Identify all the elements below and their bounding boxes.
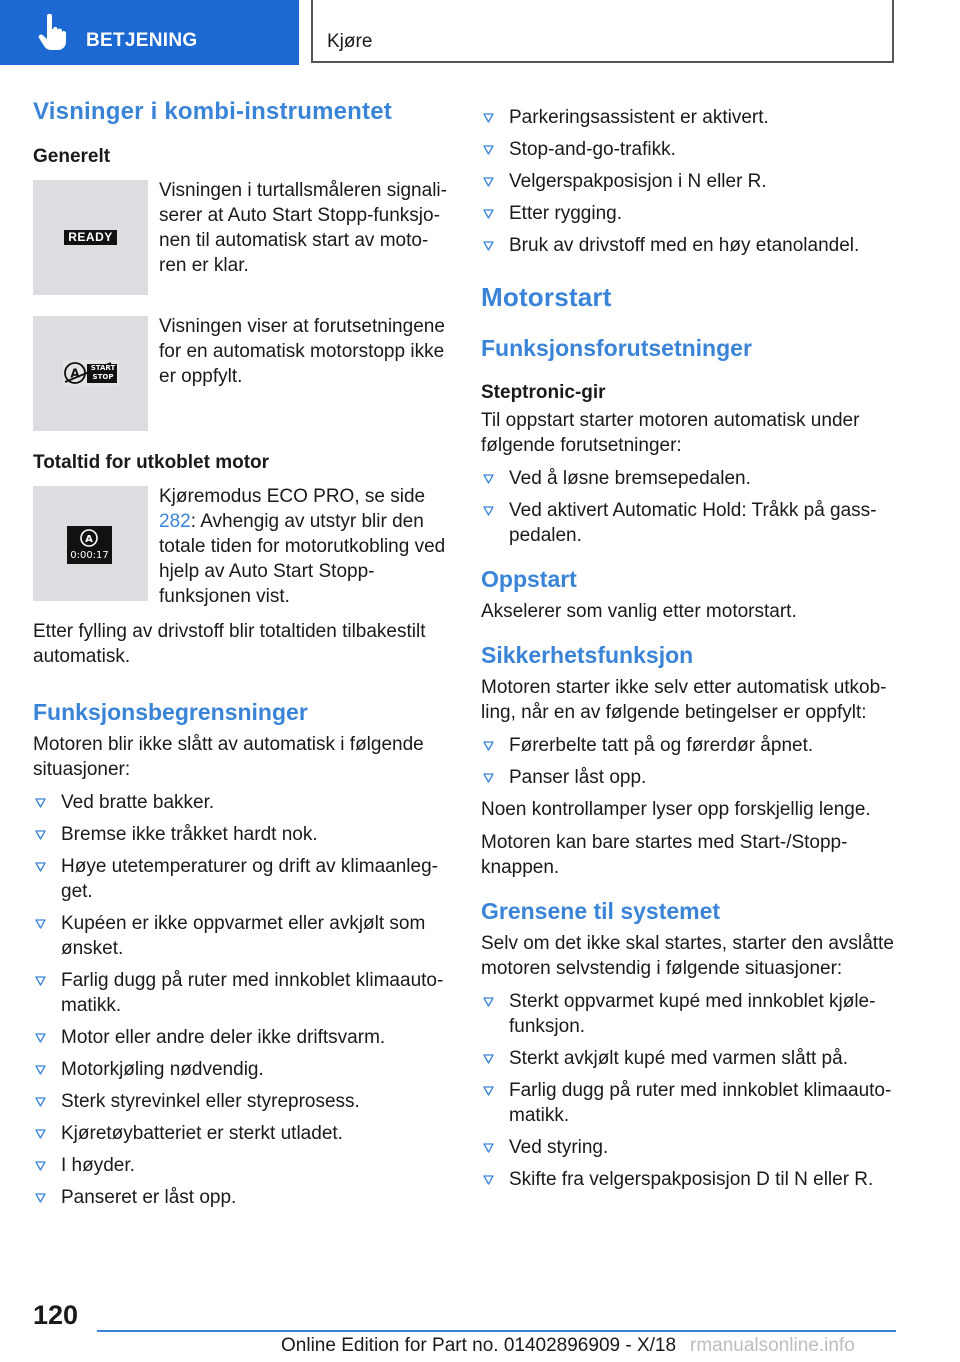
stop-label: STOP <box>92 373 114 381</box>
system-limits-heading: Grensene til systemet <box>481 898 721 924</box>
ready-badge-label: READY <box>68 230 113 244</box>
steptronic-intro: Til oppstart starter motoren automatisk under følgende forutsetninger: <box>481 410 860 456</box>
safety-list <box>481 733 897 790</box>
prereq-heading: Funksjonsforutsetninger <box>481 335 752 361</box>
auto-start-stop-icon <box>79 528 99 548</box>
list-item-text: Etter rygging. <box>509 203 622 224</box>
list-item-text: Farlig dugg på ruter med innkoblet klimaautomatikk. <box>509 1080 892 1126</box>
list-item-text: Sterkt avkjølt kupé med varmen slått på. <box>509 1048 848 1069</box>
triangle-bullet-icon <box>483 1086 494 1096</box>
triangle-bullet-icon <box>483 1175 494 1185</box>
start-stop-description: Visningen viser at forutsetningene for en automatisk motorstopp ikke er oppfylt. <box>159 316 445 387</box>
ready-badge <box>64 230 117 245</box>
section-label: BETJENING <box>86 30 198 51</box>
triangle-bullet-icon <box>35 798 46 808</box>
startup-text: Akselerer som vanlig etter motorstart. <box>481 601 797 622</box>
list-item-text: Bremse ikke tråkket hardt nok. <box>61 824 318 845</box>
triangle-bullet-icon <box>35 1033 46 1043</box>
triangle-bullet-icon <box>35 976 46 986</box>
system-limits-list <box>481 989 897 1192</box>
start-stop-indicator-image <box>33 316 148 431</box>
list-item <box>481 1078 897 1128</box>
list-item-text: Høye utetemperaturer og drift av klimaanlegget. <box>61 856 438 902</box>
triangle-bullet-icon <box>35 1065 46 1075</box>
list-item <box>481 733 897 758</box>
page-title: Visninger i kombi-instrumentet <box>33 98 392 125</box>
page-link-282[interactable]: 282 <box>159 511 191 532</box>
triangle-bullet-icon <box>35 830 46 840</box>
triangle-bullet-icon <box>35 1193 46 1203</box>
list-item <box>481 233 897 258</box>
list-item-text: Sterk styrevinkel eller styreprosess. <box>61 1091 360 1112</box>
total-time-image <box>33 486 148 601</box>
list-item-text: Motorkjøling nødvendig. <box>61 1059 264 1080</box>
list-item <box>481 1167 897 1192</box>
limits-intro: Motoren blir ikke slått av automatisk i følgende situasjoner: <box>33 734 424 780</box>
triangle-bullet-icon <box>483 1143 494 1153</box>
list-item-text: I høyder. <box>61 1155 135 1176</box>
list-item <box>33 822 449 847</box>
list-item-text: Sterkt oppvarmet kupé med innkoblet kjølefunksjon. <box>509 991 876 1037</box>
limits-list <box>33 790 449 1210</box>
general-heading: Generelt <box>33 146 111 167</box>
total-time-heading: Totaltid for utkoblet motor <box>33 452 270 473</box>
list-item-text: Velgerspakposisjon i N eller R. <box>509 171 767 192</box>
list-item-text: Panseret er låst opp. <box>61 1187 237 1208</box>
total-time-text-a: Kjøremodus ECO PRO, se side <box>159 486 426 507</box>
list-item <box>481 105 897 130</box>
edition-text: Online Edition for Part no. 01402896909 - X/18 <box>281 1335 677 1356</box>
list-item <box>481 201 897 226</box>
list-item <box>481 466 897 491</box>
total-time-value: 0:00:17 <box>70 550 109 561</box>
section-tab[interactable] <box>0 0 299 65</box>
continued-limits-list <box>481 105 897 258</box>
list-item <box>33 790 449 815</box>
chapter-header <box>311 0 894 63</box>
startup-heading: Oppstart <box>481 566 577 592</box>
total-time-text-b: : Avhengig av utstyr blir den totale tiden for motorutkobling ved hjelp av Auto Start Stopp-funksjonen vist. <box>159 511 446 607</box>
triangle-bullet-icon <box>483 474 494 484</box>
after-fill-text: Etter fylling av drivstoff blir totaltiden tilbakestilt automatisk. <box>33 621 426 667</box>
list-item <box>33 1025 449 1050</box>
safety-note-1: Noen kontrollamper lyser opp forskjellig lenge. <box>481 799 871 820</box>
list-item-text: Førerbelte tatt på og førerdør åpnet. <box>509 735 814 756</box>
system-limits-intro: Selv om det ikke skal startes, starter den avslåtte motoren selvstendig i følgende situasjoner: <box>481 933 894 979</box>
list-item <box>33 1121 449 1146</box>
triangle-bullet-icon <box>35 1161 46 1171</box>
list-item <box>481 989 897 1039</box>
svg-text:A: A <box>70 366 80 381</box>
triangle-bullet-icon <box>483 773 494 783</box>
list-item <box>481 1135 897 1160</box>
triangle-bullet-icon <box>35 1129 46 1139</box>
list-item-text: Ved å løsne bremsepedalen. <box>509 468 751 489</box>
safety-note-2: Motoren kan bare startes med Start-/Stopp-knappen. <box>481 832 848 878</box>
list-item-text: Kjøretøybatteriet er sterkt utladet. <box>61 1123 343 1144</box>
limits-heading: Funksjonsbegrensninger <box>33 699 308 725</box>
list-item-text: Ved bratte bakker. <box>61 792 215 813</box>
list-item-text: Skifte fra velgerspakposisjon D til N eller R. <box>509 1169 874 1190</box>
svg-text:A: A <box>85 534 93 545</box>
motorstart-title: Motorstart <box>481 282 612 312</box>
list-item <box>33 1153 449 1178</box>
watermark: rmanualsonline.info <box>690 1335 855 1356</box>
triangle-bullet-icon <box>35 1097 46 1107</box>
list-item <box>33 1057 449 1082</box>
page-number: 120 <box>33 1300 79 1330</box>
safety-heading: Sikkerhetsfunksjon <box>481 642 694 668</box>
triangle-bullet-icon <box>483 113 494 123</box>
triangle-bullet-icon <box>483 997 494 1007</box>
list-item <box>481 765 897 790</box>
list-item <box>33 911 449 961</box>
triangle-bullet-icon <box>483 506 494 516</box>
triangle-bullet-icon <box>483 741 494 751</box>
list-item-text: Ved styring. <box>509 1137 609 1158</box>
list-item <box>33 1089 449 1114</box>
safety-intro: Motoren starter ikke selv etter automatisk utkobling, når en av følgende betingelser er oppfylt: <box>481 677 887 723</box>
start-label: START <box>90 364 116 372</box>
total-time-description <box>159 484 449 609</box>
list-item-text: Motor eller andre deler ikke driftsvarm. <box>61 1027 386 1048</box>
left-column <box>33 98 449 1217</box>
list-item <box>33 1185 449 1210</box>
triangle-bullet-icon <box>483 209 494 219</box>
list-item <box>33 854 449 904</box>
list-item-text: Stop-and-go-trafikk. <box>509 139 676 160</box>
list-item <box>481 498 897 548</box>
pointing-hand-icon <box>38 14 66 50</box>
triangle-bullet-icon <box>35 919 46 929</box>
steptronic-list <box>481 466 897 548</box>
ready-indicator-image <box>33 180 148 295</box>
list-item <box>33 968 449 1018</box>
list-item <box>481 137 897 162</box>
list-item-text: Ved aktivert Automatic Hold: Tråkk på gasspedalen. <box>509 500 877 546</box>
list-item-text: Bruk av drivstoff med en høy etanolandel. <box>509 235 860 256</box>
list-item-text: Kupéen er ikke oppvarmet eller avkjølt som ønsket. <box>61 913 426 959</box>
triangle-bullet-icon <box>35 862 46 872</box>
total-time-figure-row <box>33 486 449 609</box>
list-item-text: Parkeringsassistent er aktivert. <box>509 107 769 128</box>
list-item <box>481 1046 897 1071</box>
right-column <box>481 98 897 1199</box>
triangle-bullet-icon <box>483 1054 494 1064</box>
triangle-bullet-icon <box>483 145 494 155</box>
start-stop-figure-row <box>33 316 449 431</box>
chapter-label: Kjøre <box>327 31 373 52</box>
footer-rule <box>97 1330 896 1332</box>
steptronic-heading: Steptronic-gir <box>481 382 606 403</box>
list-item-text: Farlig dugg på ruter med innkoblet klimaautomatikk. <box>61 970 444 1016</box>
triangle-bullet-icon <box>483 177 494 187</box>
list-item-text: Panser låst opp. <box>509 767 647 788</box>
triangle-bullet-icon <box>483 241 494 251</box>
ready-figure-row <box>33 180 449 295</box>
list-item <box>481 169 897 194</box>
ready-description: Visningen i turtallsmåleren signaliserer at Auto Start Stopp-funksjonen til automatisk start av motoren er klar. <box>159 180 447 276</box>
